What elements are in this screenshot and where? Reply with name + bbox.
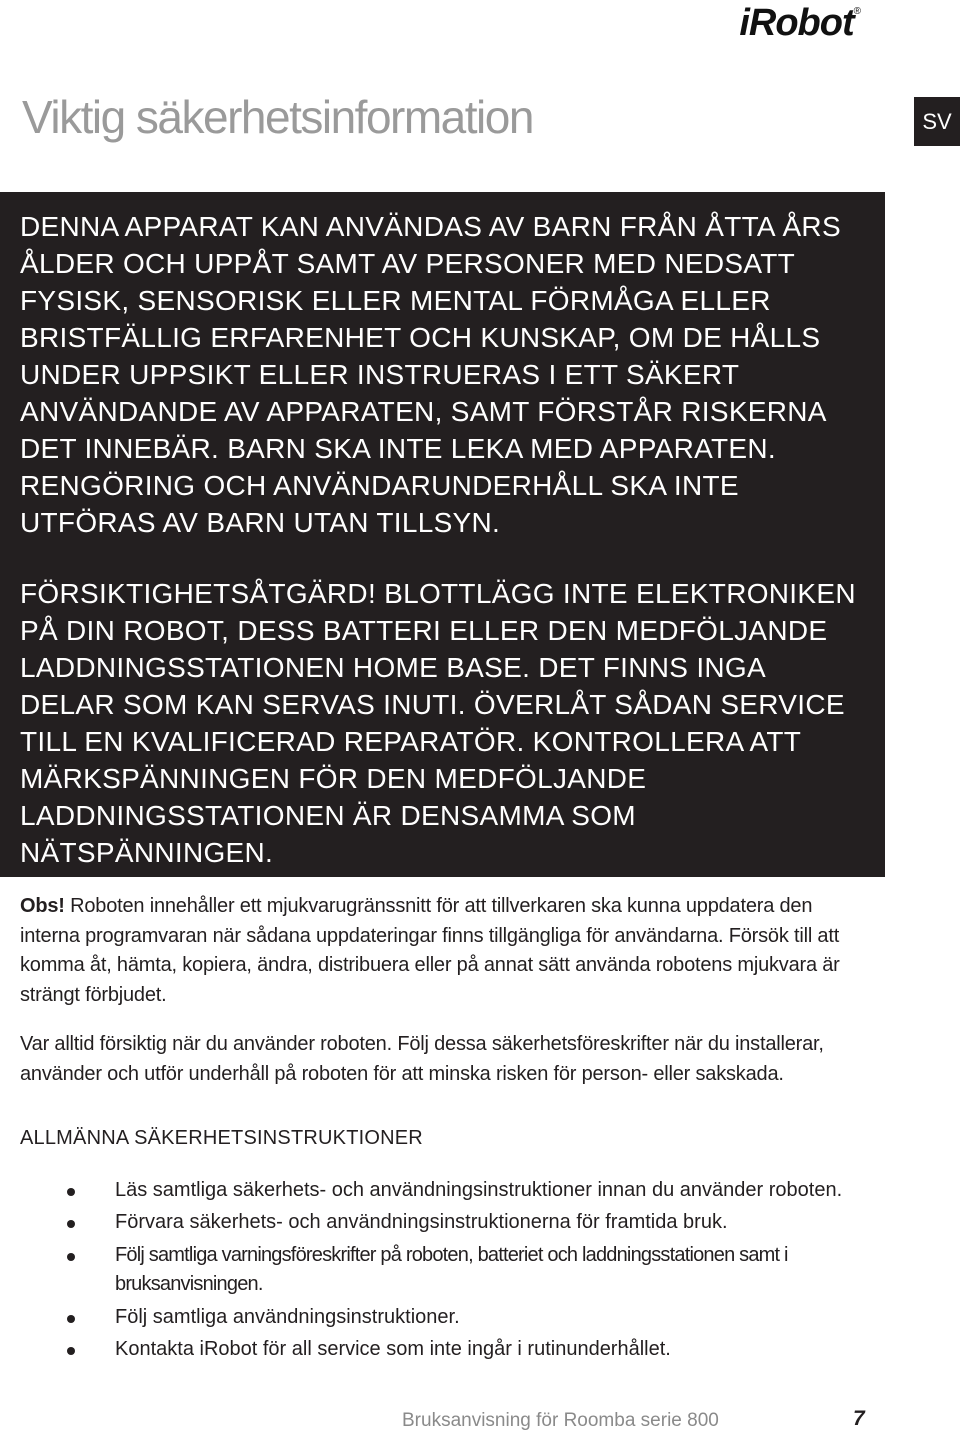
section-heading: ALLMÄNNA SÄKERHETSINSTRUKTIONER [20, 1127, 423, 1149]
list-item-text: Förvara säkerhets- och användningsinstruktionerna för framtida bruk. [115, 1211, 728, 1233]
bullet-icon [67, 1315, 75, 1323]
safety-instructions-list [20, 1176, 850, 1365]
bullet-icon [67, 1253, 75, 1261]
intro-paragraph: Var alltid försiktig när du använder roboten. Följ dessa säkerhetsföreskrifter när du installerar, använder och utför underhåll på roboten för att minska risken för person- eller sakskada. [20, 1033, 824, 1085]
list-item [20, 1241, 850, 1300]
warning-paragraph-children: DENNA APPARAT KAN ANVÄNDAS AV BARN FRÅN ÅTTA ÅRS ÅLDER OCH UPPÅT SAMT AV PERSONER MED NEDSATT FYSISK, SENSORISK ELLER MENTAL FÖRMÅGA ELLER BRISTFÄLLIG ERFARENHET OCH KUNSKAP, OM DE HÅLLS UNDER UPPSIKT ELLER INSTRUERAS I ETT SÄKERT ANVÄNDANDE AV APPARATEN, SAMT FÖRSTÅR RISKERNA DET INNEBÄR. BARN SKA INTE LEKA MED APPARATEN. RENGÖRING OCH ANVÄNDARUNDERHÅLL SKA INTE UTFÖRAS AV BARN UTAN TILLSYN. [20, 211, 841, 538]
footer-manual-title: Bruksanvisning för Roomba serie 800 [402, 1410, 719, 1431]
note-label: Obs! [20, 895, 65, 917]
bullet-icon [67, 1188, 75, 1196]
bullet-icon [67, 1347, 75, 1355]
language-tab: SV [914, 97, 960, 146]
note-paragraph [20, 892, 850, 1010]
registered-mark: ® [853, 6, 860, 17]
list-item [20, 1335, 850, 1365]
note-text: Roboten innehåller ett mjukvarugränssnitt för att tillverkaren ska kunna uppdatera den interna programvaran när sådana uppdateringar finns tillgängliga för användarna. Försök till att komma åt, hämta, kopiera, ändra, distribuera eller på annat sätt använda robotens mjukvara är strängt förbjudet. [20, 895, 840, 1006]
list-item [20, 1176, 850, 1206]
main-content [20, 892, 850, 1368]
list-item [20, 1208, 850, 1238]
list-item-text: Läs samtliga säkerhets- och användningsinstruktioner innan du använder roboten. [115, 1178, 843, 1201]
irobot-logo [739, 2, 860, 45]
page-title: Viktig säkerhetsinformation [22, 91, 533, 143]
bullet-icon [67, 1220, 75, 1228]
list-item-text: Följ samtliga varningsföreskrifter på roboten, batteriet och laddningsstationen samt i bruksanvisningen. [115, 1243, 788, 1295]
list-item-text: Kontakta iRobot för all service som inte ingår i rutinunderhållet. [115, 1338, 671, 1360]
list-item [20, 1303, 850, 1333]
logo-text: iRobot [739, 2, 854, 44]
page-number: 7 [853, 1407, 865, 1430]
list-item-text: Följ samtliga användningsinstruktioner. [115, 1305, 460, 1328]
warning-box [0, 192, 885, 877]
warning-paragraph-caution: FÖRSIKTIGHETSÅTGÄRD! BLOTTLÄGG INTE ELEKTRONIKEN PÅ DIN ROBOT, DESS BATTERI ELLER DEN MEDFÖLJANDE LADDNINGSSTATIONEN HOME BASE. DET FINNS INGA DELAR SOM KAN SERVAS INUTI. ÖVERLÅT SÅDAN SERVICE TILL EN KVALIFICERAD REPARATÖR. KONTROLLERA ATT MÄRKSPÄNNINGEN FÖR DEN MEDFÖLJANDE LADDNINGSSTATIONEN ÄR DENSAMMA SOM NÄTSPÄNNINGEN. [20, 578, 856, 868]
